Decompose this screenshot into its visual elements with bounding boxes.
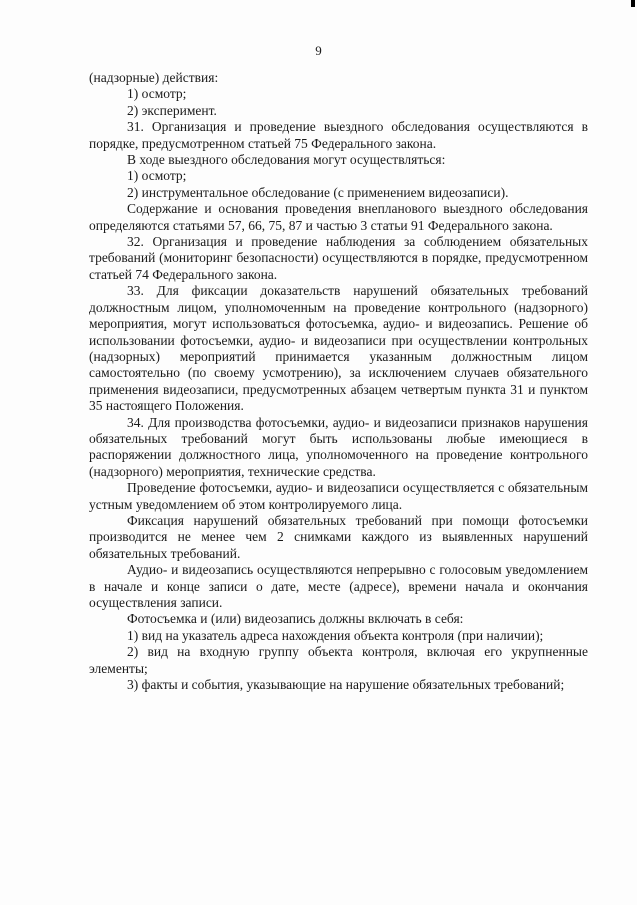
paragraph: 34. Для производства фотосъемки, аудио- и видеозаписи признаков нарушения обязательных требований могут быть использованы любые имеющиеся в распоряжении должностного лица, уполномоченного на проведение контрольного (надзорного) мероприятия, технические средства.	[89, 414, 588, 479]
paragraph: 1) осмотр;	[127, 168, 187, 184]
document-body	[89, 70, 588, 693]
paragraph: 3) факты и события, указывающие на нарушение обязательных требований;	[127, 677, 565, 693]
paragraph: 2) эксперимент.	[127, 102, 217, 118]
paragraph: 2) инструментальное обследование (с применением видеозаписи).	[127, 184, 509, 200]
page-number: 9	[315, 43, 322, 58]
paragraph: Содержание и основания проведения внепланового выездного обследования определяются статьями 57, 66, 75, 87 и частью 3 статьи 91 Федерального закона.	[89, 201, 588, 233]
paragraph: 33. Для фиксации доказательств нарушений обязательных требований должностным лицом, уполномоченным на проведение контрольного (надзорного) мероприятия, могут использоваться фотосъемка, аудио- и видеозапись. Решение об использовании фотосъемки, аудио- и видеозаписи при осуществлении контрольных (надзорных) мероприятий принимается указанным должностным лицом самостоятельно (по своему усмотрению), за исключением случаев обязательного применения видеозаписи, предусмотренных абзацем четвертым пункта 31 и пунктом 35 настоящего Положения.	[89, 283, 588, 414]
paragraph: 2) вид на входную группу объекта контроля, включая его укрупненные элементы;	[89, 644, 588, 676]
paragraph: Аудио- и видеозапись осуществляются непрерывно с голосовым уведомлением в начале и конце записи о дате, месте (адресе), времени начала и окончания осуществления записи.	[89, 562, 588, 610]
paragraph: 32. Организация и проведение наблюдения за соблюдением обязательных требований (мониторинг безопасности) осуществляются в порядке, предусмотренном статьей 74 Федерального закона.	[89, 234, 588, 282]
paragraph: В ходе выездного обследования могут осуществляться:	[127, 152, 446, 168]
paragraph: Фиксация нарушений обязательных требований при помощи фотосъемки производится не менее чем 2 снимками каждого из выявленных нарушений обязательных требований.	[89, 512, 588, 561]
paragraph: 1) осмотр;	[127, 86, 187, 102]
paragraph: Фотосъемка и (или) видеозапись должны включать в себя:	[127, 611, 464, 627]
scan-corner-mark	[631, 0, 635, 7]
paragraph: (надзорные) действия:	[89, 70, 219, 85]
paragraph: Проведение фотосъемки, аудио- и видеозаписи осуществляется с обязательным устным уведомлением об этом контролируемого лица.	[89, 480, 588, 512]
paragraph: 31. Организация и проведение выездного обследования осуществляются в порядке, предусмотренном статьей 75 Федерального закона.	[89, 119, 588, 151]
paragraph: 1) вид на указатель адреса нахождения объекта контроля (при наличии);	[127, 627, 544, 643]
